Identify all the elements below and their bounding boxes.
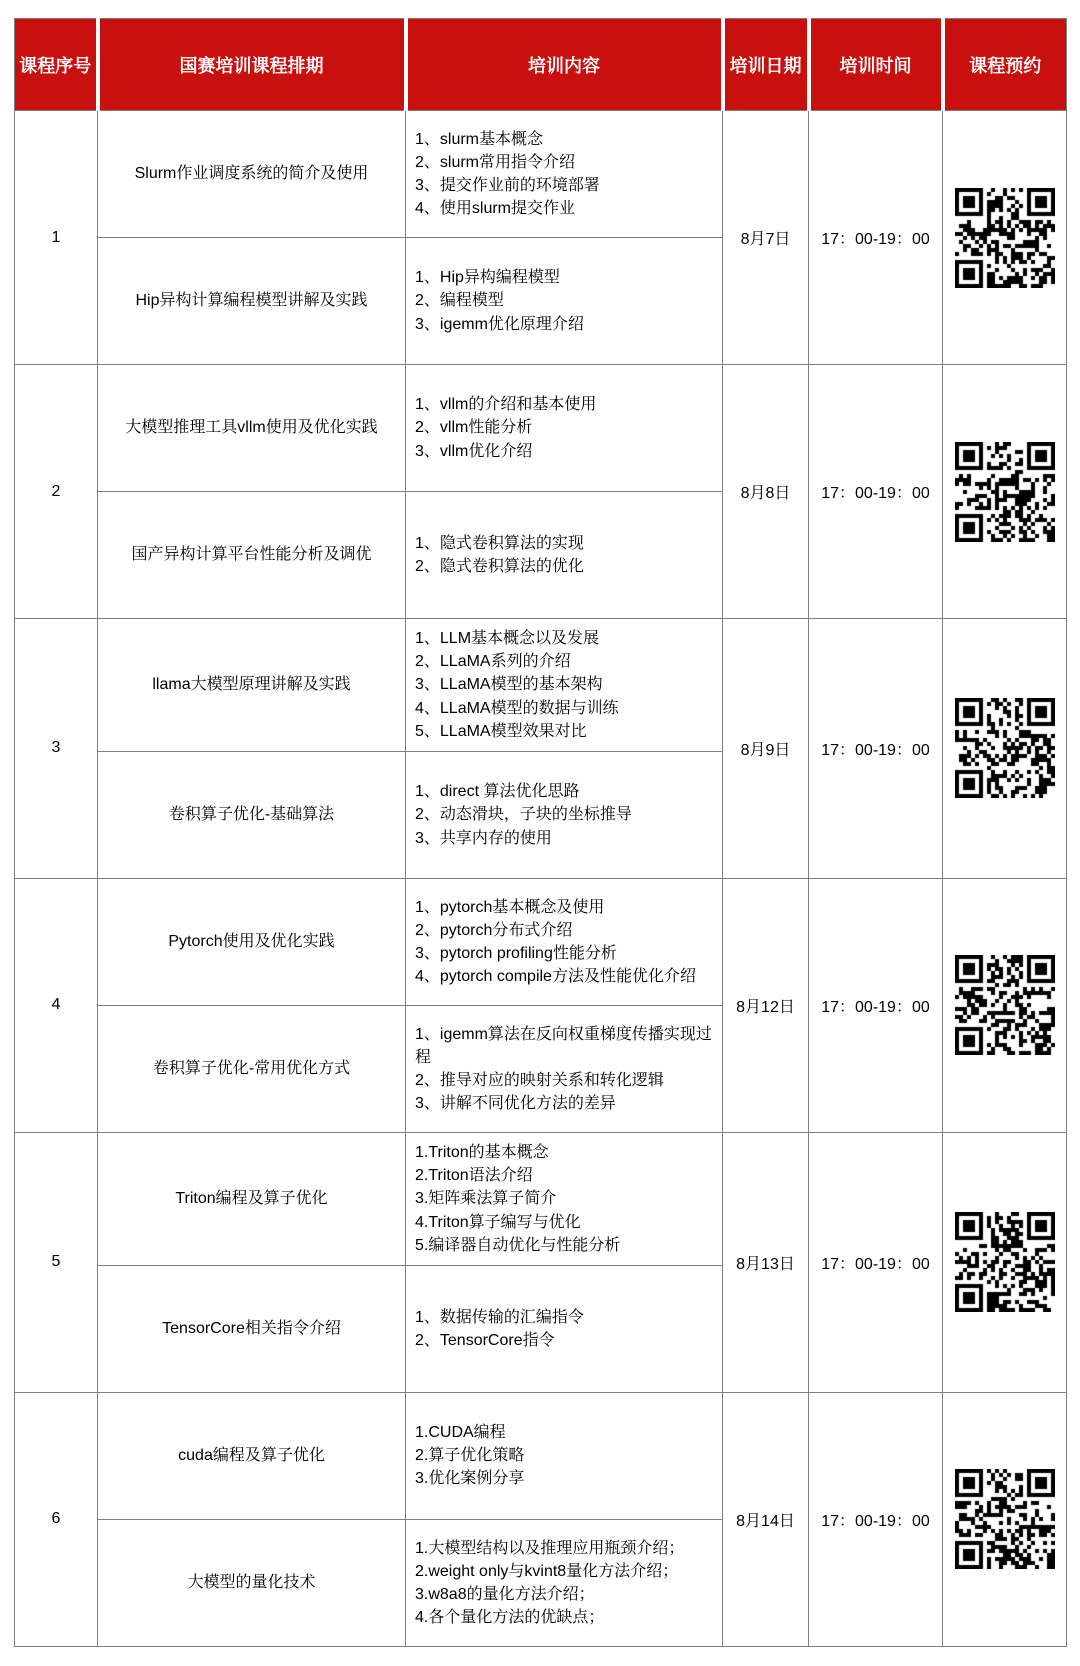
course-title: llama大模型原理讲解及实践 [98, 619, 406, 752]
content-item: 1、igemm算法在反向权重梯度传播实现过程 [415, 1025, 712, 1066]
training-date: 8月9日 [723, 619, 809, 879]
course-content [406, 365, 723, 492]
table-row [15, 1132, 1067, 1265]
content-item: 4、LLaMA模型的数据与训练 [415, 699, 619, 717]
qr-code [955, 188, 1055, 288]
content-item: 1、slurm基本概念 [415, 130, 544, 148]
course-content [406, 111, 723, 238]
content-item: 4、pytorch compile方法及性能优化介绍 [415, 968, 696, 986]
schedule-table [14, 18, 1067, 1647]
col-header-course-booking: 课程预约 [943, 19, 1067, 111]
content-item: 1、数据传输的汇编指令 [415, 1308, 584, 1326]
course-content [406, 238, 723, 365]
course-title: 卷积算子优化-常用优化方式 [98, 1005, 406, 1132]
content-item: 1、direct 算法优化思路 [415, 783, 580, 801]
qr-cell [943, 111, 1067, 365]
content-item: 3、提交作业前的环境部署 [415, 177, 600, 194]
training-time: 17：00-19：00 [809, 1392, 943, 1646]
content-item: 3.优化案例分享 [415, 1470, 525, 1488]
content-item: 4、使用slurm提交作业 [415, 200, 576, 218]
col-header-course-schedule: 国赛培训课程排期 [98, 19, 406, 111]
course-number: 2 [15, 365, 98, 619]
content-item: 3、讲解不同优化方法的差异 [415, 1095, 616, 1113]
content-item: 1、隐式卷积算法的实现 [415, 534, 584, 552]
qr-code [955, 1469, 1055, 1569]
course-content [406, 619, 723, 752]
course-title: 国产异构计算平台性能分析及调优 [98, 492, 406, 619]
content-item: 2、slurm常用指令介绍 [415, 153, 576, 171]
content-item: 2、推导对应的映射关系和转化逻辑 [415, 1071, 664, 1089]
content-item: 2、LLaMA系列的介绍 [415, 653, 571, 671]
qr-cell [943, 1132, 1067, 1392]
qr-code [955, 442, 1055, 542]
content-item: 1、LLM基本概念以及发展 [415, 630, 600, 647]
course-number: 3 [15, 619, 98, 879]
content-item: 1.Triton的基本概念 [415, 1143, 549, 1161]
course-title: Triton编程及算子优化 [98, 1132, 406, 1265]
col-header-training-date: 培训日期 [723, 19, 809, 111]
qr-code [955, 955, 1055, 1055]
content-item: 2、动态滑块，子块的坐标推导 [415, 806, 632, 824]
course-title: Pytorch使用及优化实践 [98, 878, 406, 1005]
header-row [15, 19, 1067, 111]
course-title: 卷积算子优化-基础算法 [98, 751, 406, 878]
course-content [406, 1132, 723, 1265]
qr-cell [943, 365, 1067, 619]
content-item: 3、pytorch profiling性能分析 [415, 944, 617, 962]
content-item: 5.编译器自动优化与性能分析 [415, 1236, 621, 1254]
content-item: 4.Triton算子编写与优化 [415, 1213, 581, 1231]
table-row [15, 619, 1067, 752]
table-row [15, 365, 1067, 492]
training-date: 8月8日 [723, 365, 809, 619]
col-header-course-number: 课程序号 [15, 19, 98, 111]
content-item: 2.算子优化策略 [415, 1447, 525, 1465]
table-row [15, 111, 1067, 238]
qr-cell [943, 878, 1067, 1132]
training-date: 8月7日 [723, 111, 809, 365]
content-item: 4.各个量化方法的优缺点； [415, 1609, 605, 1627]
course-number: 5 [15, 1132, 98, 1392]
training-time: 17：00-19：00 [809, 365, 943, 619]
content-item: 2、vllm性能分析 [415, 419, 533, 437]
content-item: 3、igemm优化原理介绍 [415, 315, 584, 333]
course-title: 大模型的量化技术 [98, 1519, 406, 1646]
course-content [406, 751, 723, 878]
qr-cell [943, 1392, 1067, 1646]
training-date: 8月13日 [723, 1132, 809, 1392]
training-time: 17：00-19：00 [809, 1132, 943, 1392]
table-row [15, 1392, 1067, 1519]
course-content [406, 1265, 723, 1392]
qr-code [955, 1212, 1055, 1312]
training-date: 8月12日 [723, 878, 809, 1132]
content-item: 5、LLaMA模型效果对比 [415, 722, 587, 740]
course-content [406, 1005, 723, 1132]
content-item: 3、共享内存的使用 [415, 829, 552, 847]
col-header-training-content: 培训内容 [406, 19, 723, 111]
content-item: 2、编程模型 [415, 292, 504, 310]
content-item: 3.矩阵乘法算子简介 [415, 1190, 557, 1208]
content-item: 1、pytorch基本概念及使用 [415, 898, 605, 916]
content-item: 2.Triton语法介绍 [415, 1167, 533, 1185]
course-number: 6 [15, 1392, 98, 1646]
course-number: 1 [15, 111, 98, 365]
course-title: cuda编程及算子优化 [98, 1392, 406, 1519]
col-header-training-time: 培训时间 [809, 19, 943, 111]
content-item: 3、vllm优化介绍 [415, 442, 533, 460]
course-title: Slurm作业调度系统的简介及使用 [98, 111, 406, 238]
content-item: 1、vllm的介绍和基本使用 [415, 396, 597, 414]
training-time: 17：00-19：00 [809, 619, 943, 879]
content-item: 1.CUDA编程 [415, 1424, 506, 1442]
content-item: 2.weight only与kvint8量化方法介绍； [415, 1562, 679, 1580]
qr-code [955, 698, 1055, 798]
course-content [406, 1519, 723, 1646]
content-item: 2、隐式卷积算法的优化 [415, 558, 584, 575]
qr-cell [943, 619, 1067, 879]
content-item: 1.大模型结构以及推理应用瓶颈介绍； [415, 1539, 685, 1557]
table-row [15, 878, 1067, 1005]
training-date: 8月14日 [723, 1392, 809, 1646]
training-time: 17：00-19：00 [809, 878, 943, 1132]
course-content [406, 492, 723, 619]
course-title: Hip异构计算编程模型讲解及实践 [98, 238, 406, 365]
content-item: 2、TensorCore指令 [415, 1331, 555, 1349]
content-item: 3、LLaMA模型的基本架构 [415, 676, 603, 694]
course-number: 4 [15, 878, 98, 1132]
content-item: 1、Hip异构编程模型 [415, 269, 560, 287]
course-content [406, 878, 723, 1005]
course-content [406, 1392, 723, 1519]
training-time: 17：00-19：00 [809, 111, 943, 365]
content-item: 2、pytorch分布式介绍 [415, 921, 573, 939]
content-item: 3.w8a8的量化方法介绍； [415, 1585, 595, 1603]
course-title: TensorCore相关指令介绍 [98, 1265, 406, 1392]
course-title: 大模型推理工具vllm使用及优化实践 [98, 365, 406, 492]
